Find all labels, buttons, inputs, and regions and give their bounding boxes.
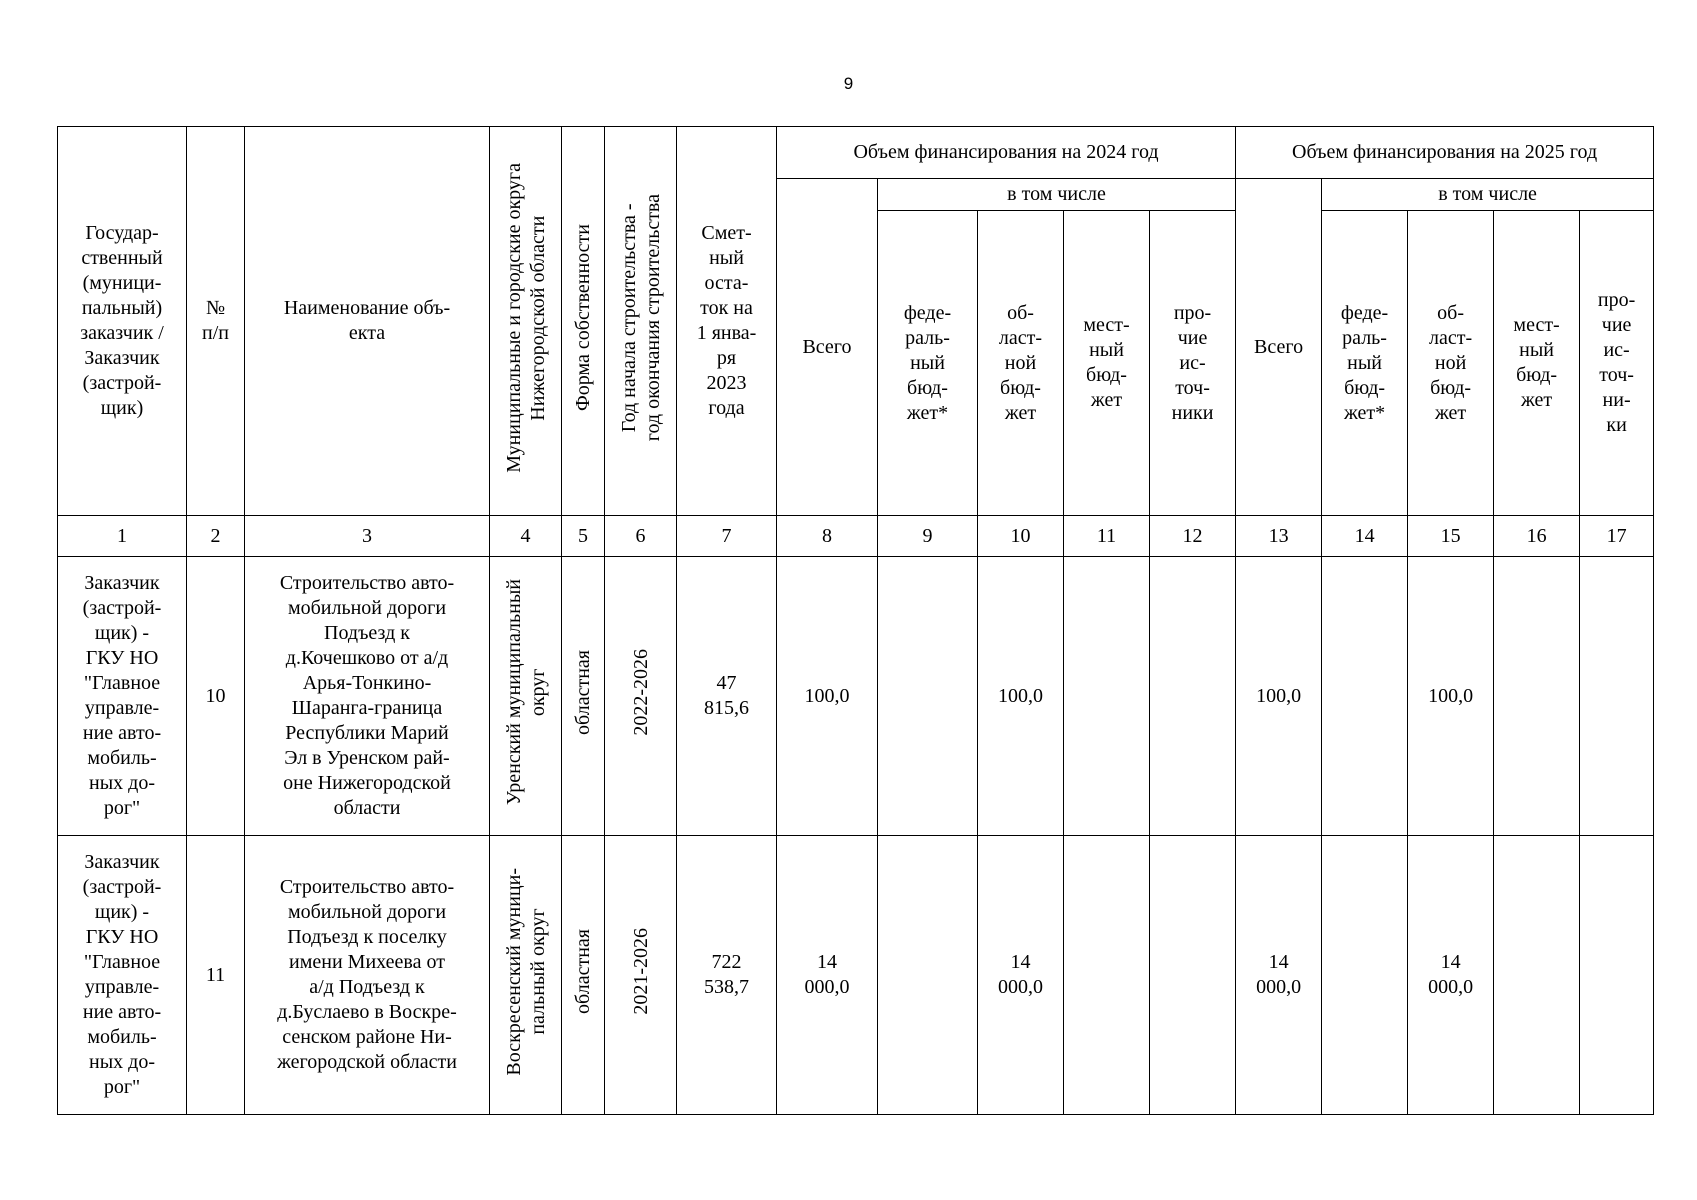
header-fin-2024: Объем финансирования на 2024 год [777,127,1236,179]
row-other-2024 [1150,557,1236,836]
header-local-2025: мест- ный бюд- жет [1494,211,1580,516]
header-row-1 [58,127,1654,179]
header-federal-2024: феде- раль- ный бюд- жет* [878,211,978,516]
row-years-cell [605,557,677,836]
row-local-2025 [1494,836,1580,1115]
row-total-2024: 14 000,0 [777,836,878,1115]
header-ownership-cell [562,127,605,516]
row-total-2024: 100,0 [777,557,878,836]
row-number: 11 [187,836,245,1115]
row-local-2024 [1064,836,1150,1115]
column-numbers-row [58,516,1654,557]
row-local-2025 [1494,557,1580,836]
header-federal-2025: феде- раль- ный бюд- жет* [1322,211,1408,516]
row-ownership-cell [562,836,605,1115]
column-number: 9 [878,516,978,557]
header-fin-2025: Объем финансирования на 2025 год [1236,127,1654,179]
row-regional-2024: 100,0 [978,557,1064,836]
financing-table [57,126,1654,1115]
row-district: Воскресенский муници- пальный округ [502,867,549,1076]
header-estimate: Смет- ный оста- ток на 1 янва- ря 2023 года [677,127,777,516]
header-including-2025: в том числе [1322,179,1654,211]
row-other-2025 [1580,836,1654,1115]
row-other-2025 [1580,557,1654,836]
column-number: 16 [1494,516,1580,557]
header-local-2024: мест- ный бюд- жет [1064,211,1150,516]
header-object-name: Наименование объ- екта [245,127,490,516]
header-other-2024: про- чие ис- точ- ники [1150,211,1236,516]
header-years-cell [605,127,677,516]
header-district-cell [490,127,562,516]
row-customer: Заказчик (застрой- щик) - ГКУ НО "Главное управле- ние авто- мобиль- ных до- рог" [58,836,187,1115]
column-number: 1 [58,516,187,557]
row-ownership: областная [572,650,594,735]
row-federal-2025 [1322,557,1408,836]
column-number: 2 [187,516,245,557]
column-number: 11 [1064,516,1150,557]
row-regional-2025: 14 000,0 [1408,836,1494,1115]
row-district: Уренский муниципальный округ [502,579,549,806]
column-number: 6 [605,516,677,557]
column-number: 3 [245,516,490,557]
row-total-2025: 100,0 [1236,557,1322,836]
column-number: 14 [1322,516,1408,557]
row-district-cell [490,557,562,836]
column-number: 15 [1408,516,1494,557]
row-customer: Заказчик (застрой- щик) - ГКУ НО "Главное управле- ние авто- мобиль- ных до- рог" [58,557,187,836]
column-number: 7 [677,516,777,557]
column-number: 17 [1580,516,1654,557]
table-row [58,557,1654,836]
header-ownership: Форма собственности [572,224,594,411]
header-other-2025: про- чие ис- точ- ни- ки [1580,211,1654,516]
column-number: 8 [777,516,878,557]
column-number: 12 [1150,516,1236,557]
header-number: № п/п [187,127,245,516]
row-ownership-cell [562,557,605,836]
row-years: 2022-2026 [629,649,652,736]
row-federal-2025 [1322,836,1408,1115]
page-number: 9 [843,74,854,93]
row-regional-2024: 14 000,0 [978,836,1064,1115]
row-other-2024 [1150,836,1236,1115]
header-regional-2025: об- ласт- ной бюд- жет [1408,211,1494,516]
row-object-name: Строительство авто- мобильной дороги Подъезд к д.Кочешково от а/д Арья-Тонкино- Шаранга-граница Республики Марий Эл в Уренском рай- оне Нижегородской области [245,557,490,836]
row-ownership: областная [572,929,594,1014]
header-district: Муниципальные и городские округа Нижегородской области [502,162,549,473]
row-regional-2025: 100,0 [1408,557,1494,836]
column-number: 4 [490,516,562,557]
row-object-name: Строительство авто- мобильной дороги Подъезд к поселку имени Михеева от а/д Подъезд к д.Буслаево в Воскре- сенском районе Ни- жегородской области [245,836,490,1115]
column-number: 10 [978,516,1064,557]
row-number: 10 [187,557,245,836]
column-number: 13 [1236,516,1322,557]
row-years: 2021-2026 [629,928,652,1015]
header-total-2024: Всего [777,179,878,516]
column-number: 5 [562,516,605,557]
row-estimate: 47 815,6 [677,557,777,836]
row-local-2024 [1064,557,1150,836]
row-federal-2024 [878,836,978,1115]
header-customer: Государ- ственный (муници- пальный) заказчик / Заказчик (застрой- щик) [58,127,187,516]
header-total-2025: Всего [1236,179,1322,516]
header-including-2024: в том числе [878,179,1236,211]
header-regional-2024: об- ласт- ной бюд- жет [978,211,1064,516]
table-row [58,836,1654,1115]
row-total-2025: 14 000,0 [1236,836,1322,1115]
header-years: Год начала строительства - год окончания строительства [617,193,664,442]
row-years-cell [605,836,677,1115]
row-district-cell [490,836,562,1115]
row-federal-2024 [878,557,978,836]
row-estimate: 722 538,7 [677,836,777,1115]
